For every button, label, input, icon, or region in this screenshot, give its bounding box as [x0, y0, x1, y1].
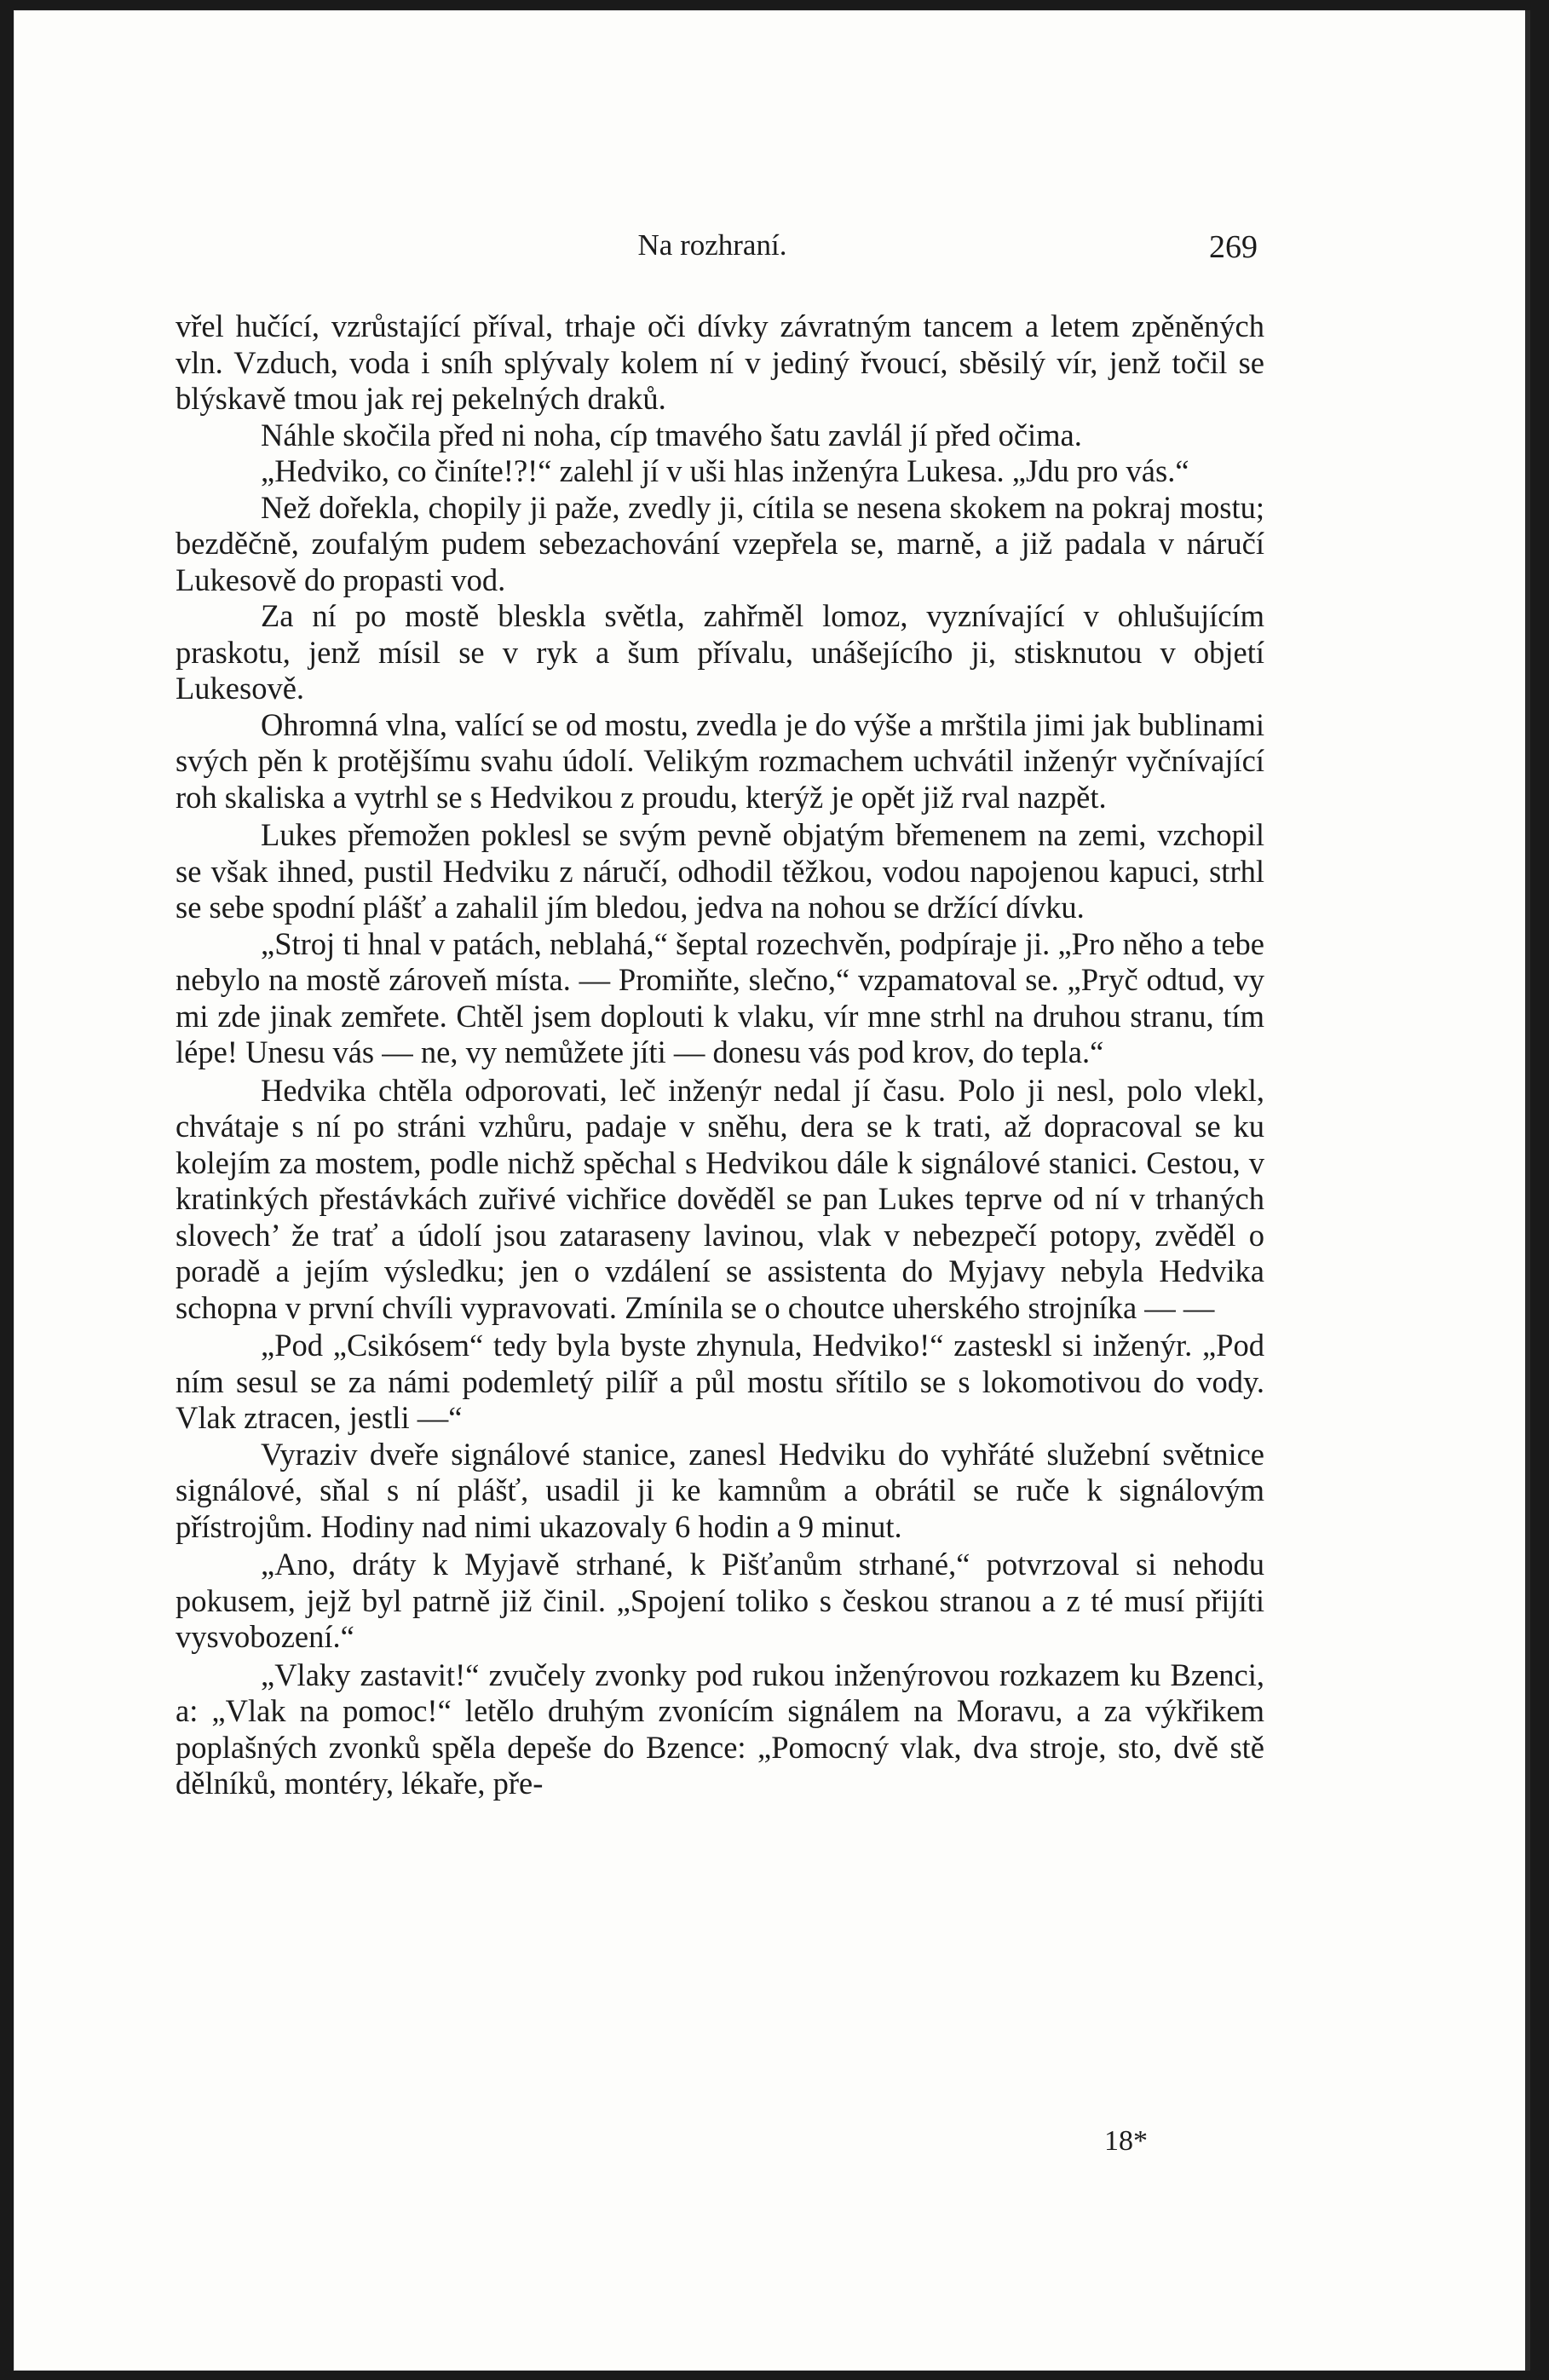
paragraph: Náhle skočila před ni noha, cíp tmavého šatu zavlál jí před očima. — [261, 417, 1082, 452]
running-title: Na rozhraní. — [637, 228, 787, 262]
paragraph: Lukes přemožen poklesl se svým pevně objatým břemenem na zemi, vzchopil se však ihned, pustil Hedviku z náručí, odhodil těžkou, vodou napojenou kapuci, strhl se sebe spodní plášť a zahalil jím bledou, jedva na nohou se držící dívku. — [176, 817, 1264, 925]
paragraph: Než dořekla, chopily ji paže, zvedly ji, cítila se nesena skokem na pokraj mostu; bezděčně, zoufalým pudem sebezachování vzepřela se, marně, a již padala v náručí Lukesově do propasti vod. — [176, 489, 1264, 597]
paragraph: „Stroj ti hnal v patách, neblahá,“ šeptal rozechvěn, podpíraje ji. „Pro něho a tebe nebylo na mostě zároveň místa. — Promiňte, slečno,“ vzpamatoval se. „Pryč odtud, vy mi zde jinak zemřete. Chtěl jsem doplouti k vlaku, vír mne strhl na druhou stranu, tím lépe! Unesu vás — ne, vy nemůžete jíti — donesu vás pod krov, do tepla.“ — [176, 925, 1264, 1069]
paragraph: „Hedviko, co činíte!?!“ zalehl jí v uši hlas inženýra Lukesa. „Jdu pro vás.“ — [261, 453, 1189, 488]
page-number: 269 — [1209, 229, 1258, 265]
signature-mark: 18* — [1104, 2125, 1148, 2157]
paragraph: „Ano, dráty k Myjavě strhané, k Pišťanům strhané,“ potvrzoval si nehodu pokusem, jejž byl patrně již činil. „Spojení toliko s českou stranou a z té musí přijíti vysvobození.“ — [176, 1547, 1264, 1654]
running-header — [167, 228, 1258, 265]
book-page — [14, 10, 1530, 2371]
paragraph: „Pod „Csikósem“ tedy byla byste zhynula, Hedviko!“ zasteskl si inženýr. „Pod ním sesul se za námi podemletý pilíř a půl mostu sřítilo se s lokomotivou do vody. Vlak ztracen, jestli —“ — [176, 1328, 1264, 1435]
paragraph: Za ní po mostě bleskla světla, zahřměl lomoz, vyznívající v ohlušujícím praskotu, jenž mísil se v ryk a šum přívalu, unášejícího ji, stisknutou v objetí Lukesově. — [176, 598, 1264, 706]
paragraph: Hedvika chtěla odporovati, leč inženýr nedal jí času. Polo ji nesl, polo vlekl, chvátaje s ní po stráni vzhůru, padaje v sněhu, dera se k trati, až dopracoval se ku kolejím za mostem, podle nichž spěchal s Hedvikou dále k signálové stanici. Cestou, v kratinkých přestávkách zuřivé vichřice dověděl se pan Lukes teprve od ní v trhaných slovech’ že trať a údolí jsou zataraseny lavinou, vlak v nebezpečí potopy, zvěděl o poradě a jejím výsledku; jen o vzdálení se assistenta do Myjavy nebyla Hedvika schopna v první chvíli vypravovati. Zmínila se o choutce uherského strojníka — — — [176, 1072, 1264, 1325]
paragraph: „Vlaky zastavit!“ zvučely zvonky pod rukou inženýrovou rozkazem ku Bzenci, a: „Vlak na pomoc!“ letělo druhým zvonícím signálem na Moravu, a za výkřikem poplašných zvonků spěla depeše do Bzence: „Pomocný vlak, dva stroje, sto, dvě stě dělníků, montéry, lékaře, pře- — [176, 1657, 1264, 1801]
paragraph: vřel hučící, vzrůstající příval, trhaje oči dívky závratným tancem a letem zpěněných vln. Vzduch, voda i sníh splývaly kolem ní v jediný řvoucí, sběsilý vír, jenž točil se blýskavě tmou jak rej pekelných draků. — [176, 308, 1264, 416]
body-text — [176, 308, 1264, 1802]
paragraph: Ohromná vlna, valící se od mostu, zvedla je do výše a mrštila jimi jak bublinami svých pěn k protějšímu svahu údolí. Velikým rozmachem uchvátil inženýr vyčnívající roh skaliska a vytrhl se s Hedvikou z proudu, kterýž je opět již rval nazpět. — [176, 706, 1264, 815]
page-edge — [1525, 10, 1530, 2371]
paragraph: Vyraziv dveře signálové stanice, zanesl Hedviku do vyhřáté služební světnice signálové, sňal s ní plášť, usadil ji ke kamnům a obrátil se ruče k signálovým přístrojům. Hodiny nad nimi ukazovaly 6 hodin a 9 minut. — [176, 1436, 1264, 1544]
